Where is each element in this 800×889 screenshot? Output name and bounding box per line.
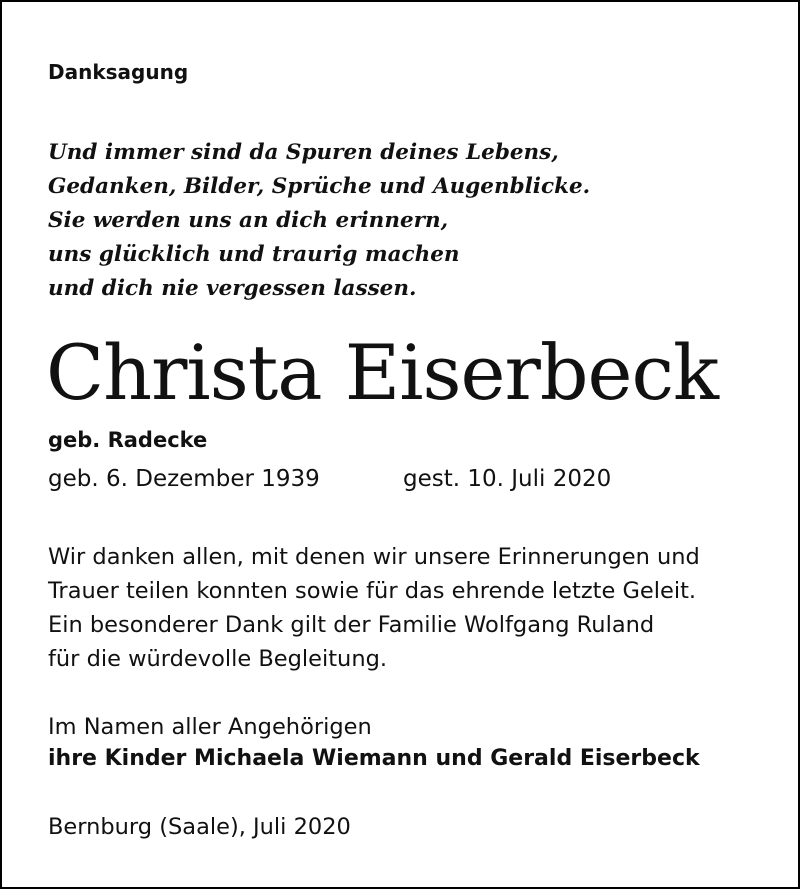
poem-line: Und immer sind da Spuren deines Lebens, <box>48 140 559 165</box>
signers-line: ihre Kinder Michaela Wiemann und Gerald Eiserbeck <box>48 746 700 771</box>
life-dates <box>48 466 612 492</box>
poem-line: Sie werden uns an dich erinnern, <box>48 208 449 233</box>
death-date: gest. 10. Juli 2020 <box>403 466 612 492</box>
thanks-line: Trauer teilen konnten sowie für das ehrende letzte Geleit. <box>48 578 697 604</box>
poem-line: und dich nie vergessen lassen. <box>48 276 417 301</box>
thanks-text <box>48 540 700 676</box>
poem <box>48 136 590 306</box>
thanks-line: Ein besonderer Dank gilt der Familie Wolfgang Ruland <box>48 612 655 638</box>
maiden-name: geb. Radecke <box>48 428 208 452</box>
poem-line: Gedanken, Bilder, Sprüche und Augenblicke. <box>48 174 591 199</box>
heading: Danksagung <box>48 60 189 84</box>
thanks-line: für die würdevolle Begleitung. <box>48 646 388 672</box>
place-and-date: Bernburg (Saale), Juli 2020 <box>48 814 351 840</box>
poem-line: uns glücklich und traurig machen <box>48 242 460 267</box>
thanks-line: Wir danken allen, mit denen wir unsere Erinnerungen und <box>48 544 700 570</box>
birth-date: geb. 6. Dezember 1939 <box>48 466 320 492</box>
deceased-name: Christa Eiserbeck <box>46 328 719 417</box>
on-behalf-line: Im Namen aller Angehörigen <box>48 714 372 740</box>
